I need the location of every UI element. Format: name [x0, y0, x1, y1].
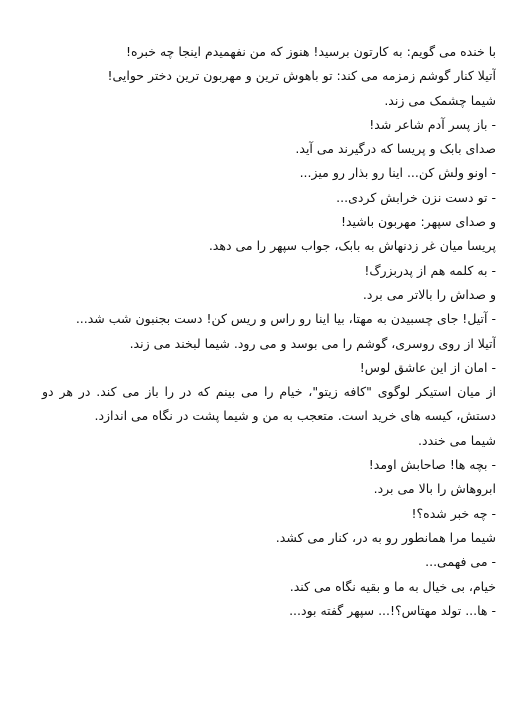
text-line: - باز پسر آدم شاعر شد!: [369, 116, 496, 132]
text-line: شیما مرا همانطور رو به در، کنار می کشد.: [275, 529, 496, 545]
text-line: - تو دست نزن خرابش کردی...: [336, 189, 496, 205]
text-line: صدای بابک و پریسا که درگیرند می آید.: [295, 141, 496, 157]
text-line: و صداش را بالاتر می برد.: [362, 286, 496, 302]
text-line: - آتیل! جای چسبیدن به مهتا، بیا اینا رو راس و ریس کن! دست بجنبون شب شد...: [75, 311, 496, 327]
text-line: - می فهمی...: [425, 554, 496, 570]
story-text: [42, 40, 496, 623]
text-line: - چه خبر شده؟!: [411, 505, 496, 521]
text-line: آتیلا از روی روسری، گوشم را می بوسد و می رود. شیما لبخند می زند.: [129, 335, 496, 351]
text-line: - ها... تولد مهتاس؟!... سپهر گفته بود...: [289, 602, 496, 618]
text-line: - بچه ها! صاحابش اومد!: [368, 457, 496, 473]
text-line: ابروهاش را بالا می برد.: [373, 481, 496, 497]
text-line: آتیلا کنار گوشم زمزمه می کند: تو باهوش ترین و مهربون ترین دختر حوایی!: [107, 68, 496, 84]
text-paragraph: از میان استیکر لوگوی "کافه زیتو"، خیام را می بینم که در را باز می کند. در هر دو دستش، کیسه های خرید است. متعجب به من و شیما پشت در نگاه می اندازد.: [42, 384, 496, 424]
text-line: و صدای سپهر: مهربون باشید!: [340, 214, 496, 230]
text-line: با خنده می گویم: به کارتون برسید! هنوز که من نفهمیدم اینجا چه خبره!: [126, 44, 496, 59]
text-line: شیما چشمک می زند.: [384, 92, 496, 108]
text-line: - به کلمه هم از پدربزرگ!: [364, 262, 496, 278]
text-line: شیما می خندد.: [418, 432, 496, 448]
text-line: - اونو ولش کن... اینا رو بذار رو میز...: [299, 165, 496, 181]
text-line: - امان از این عاشق لوس!: [359, 359, 496, 375]
text-line: پریسا میان غر زدنهاش به بابک، جواب سپهر را می دهد.: [208, 238, 496, 254]
text-line: خیام، بی خیال به ما و بقیه نگاه می کند.: [289, 578, 496, 594]
